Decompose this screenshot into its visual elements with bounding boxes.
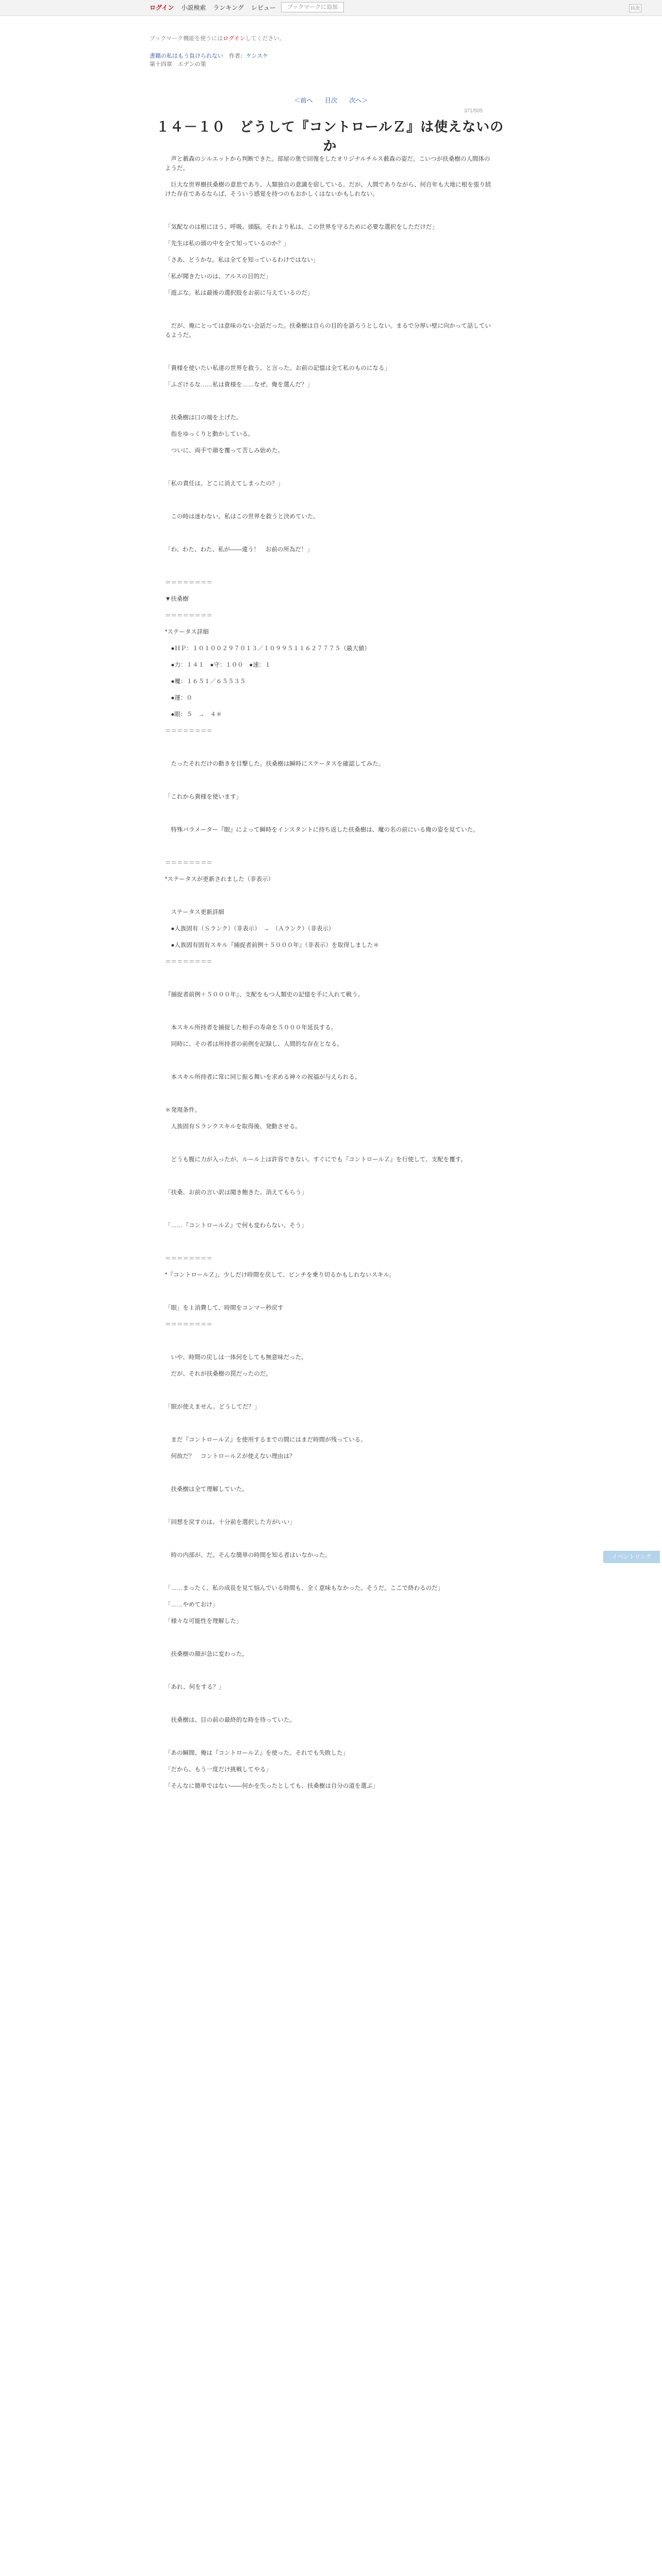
paragraph: [165, 1419, 495, 1428]
paragraph: [165, 776, 495, 785]
toc-link[interactable]: 目次: [324, 97, 337, 104]
paragraph: [165, 974, 495, 983]
paragraph: [165, 1666, 495, 1675]
paragraph: 「これから貴様を使います」: [165, 794, 242, 800]
nav-novel-search[interactable]: 小説検索: [181, 4, 206, 11]
novel-body: [165, 155, 495, 1798]
paragraph: ＝＝＝＝＝＝＝＝: [165, 1321, 212, 1328]
paragraph: 「あれ、何をする？」: [165, 1684, 225, 1690]
breadcrumb: [150, 52, 268, 60]
paragraph: *ステータス詳細: [165, 629, 209, 635]
nav-ranking[interactable]: ランキング: [213, 4, 244, 11]
paragraph: 何故だ？ コントロールＺが使えない理由は？: [165, 1453, 295, 1460]
next-link[interactable]: 次へ＞: [349, 97, 368, 104]
paragraph: まだ『コントロールＺ』を使用するまでの間にはまだ時間が残っている。: [165, 1437, 367, 1443]
paragraph: 本スキル所持者を捕捉した相手の寿命を５０００年延長する。: [165, 1025, 337, 1031]
paragraph: [165, 842, 495, 851]
paragraph: [165, 206, 495, 215]
paragraph: [165, 1089, 495, 1098]
paragraph: 「貴様を使いたい私達の世界を救う、と言った。お前の記憶は全て私のものになる」: [165, 365, 390, 371]
nav-review[interactable]: レビュー: [251, 4, 276, 11]
paragraph: 「だから、もう一度だけ挑戦してやる」: [165, 1767, 272, 1773]
paragraph: 指をゆっくりと動かしている。: [165, 431, 254, 437]
paragraph: 「眼」を１消費して、時間をコンマー秒戻す: [165, 1305, 284, 1311]
paragraph: 「気配なのは根にほう、呼吸、頭脳。それより私は、この世界を守るために必要な選択をしただけだ」: [165, 224, 438, 230]
paragraph: ●運：０: [165, 695, 192, 701]
paragraph: たったそれだけの動きを目撃した。扶桑樹は瞬時にステータスを確認してみた。: [165, 761, 385, 767]
paragraph: 同時に、その者は所持者の前例を記録し、人間的な存在となる。: [165, 1041, 343, 1047]
paragraph: 「先生は私の頭の中を全て知っているのか？」: [165, 241, 290, 247]
paragraph: [165, 743, 495, 752]
paragraph: 「……『コントロールＺ』で何も変わらない、そう」: [165, 1223, 307, 1229]
paragraph: 「……やめておけ」: [165, 1602, 219, 1608]
notice-login-link[interactable]: ログイン: [223, 36, 245, 42]
paragraph: 「ふざけるな……私は貴様を……なぜ、俺を選んだ？」: [165, 382, 313, 388]
series-link[interactable]: 書籍の私はもう負けられない: [150, 53, 223, 59]
toc-corner-button[interactable]: 目次: [629, 4, 641, 12]
paragraph: [165, 347, 495, 357]
chapter-name: 第十四章 エデンの果: [150, 61, 206, 67]
paragraph: ついに、両手で顔を覆って苦しみ始めた。: [165, 448, 284, 454]
paragraph: 本スキル所持者に常に同じ振る舞いを求める神々の祝福が与えられる。: [165, 1074, 361, 1080]
top-nav: [150, 3, 276, 12]
paragraph: 巨大な世界樹扶桑樹の意思であり、人類独自の意識を宿している。だが、人間でありながら、何百年も大地に根を張り続けた存在であるならば、そういう感覚を持つのもおかしくはないかもしれない。: [165, 182, 491, 197]
paragraph: 声と薮森のシルエットから判断できた。部屋の奥で回復をしたオリジナルチルス薮森の姿だ。こいつが扶桑樹の人間体のようだ。: [165, 156, 490, 172]
paragraph: [165, 1336, 495, 1346]
paragraph: 「……まったく、私の成長を見て悩んでいる時間も、全く意味もなかった。そうだ。ここで終わるのだ」: [165, 1585, 444, 1591]
paragraph: [165, 1287, 495, 1296]
paragraph: 扶桑樹の顔が急に変わった。: [165, 1651, 248, 1657]
side-tab[interactable]: イベントリンク: [603, 1551, 660, 1563]
paragraph: [165, 1205, 495, 1214]
notice-text-after: してください。: [245, 36, 285, 42]
paragraph: [165, 562, 495, 571]
paragraph: 特殊パラメーター『眼』によって瞬時をインスタントに持ち返した扶桑樹は、魔の名の前にいる俺の姿を見ていた。: [165, 827, 479, 833]
bookmark-notice-top: [150, 34, 285, 42]
prev-link[interactable]: ＜前へ: [294, 97, 313, 104]
paragraph: ＝＝＝＝＝＝＝＝: [165, 580, 212, 586]
paragraph: いや、時間の戻しは一体何をしても無意味だった。: [165, 1354, 307, 1361]
paragraph: [165, 891, 495, 901]
paragraph: ステータス更新詳細: [165, 909, 224, 916]
paragraph: ＝＝＝＝＝＝＝＝: [165, 613, 212, 619]
paragraph: [165, 529, 495, 538]
paragraph: [165, 1732, 495, 1741]
paragraph: [165, 1534, 495, 1544]
paragraph: [165, 1172, 495, 1181]
paragraph: [165, 1633, 495, 1642]
paragraph: [165, 1567, 495, 1577]
paragraph: 人族固有Ｓランクスキルを取得後、発動させる。: [165, 1124, 302, 1130]
paragraph: [165, 463, 495, 472]
paragraph: ＝＝＝＝＝＝＝＝: [165, 728, 212, 734]
paragraph: [165, 1386, 495, 1395]
paragraph: 「眼が使えません。どうしてだ？」: [165, 1404, 260, 1410]
paragraph: [165, 397, 495, 406]
paragraph: [165, 1501, 495, 1511]
paragraph: 『捕捉者前例＋５０００年』、支配をもつ人類史の記憶を手に入れて戦う。: [165, 992, 364, 998]
paragraph: ●人族固有（Ｓランク）（非表示） → （Ａランク）（非表示）: [165, 926, 335, 932]
login-link[interactable]: ログイン: [150, 4, 174, 11]
paragraph: この時は迷わない。私はこの世界を救うと決めていた。: [165, 514, 319, 520]
paragraph: ▼扶桑樹: [165, 596, 189, 602]
bookmark-input-top[interactable]: ブックマークに追加: [281, 2, 344, 12]
paragraph: 時の内部が、だ。そんな簡単の時間を知る者はいなかった。: [165, 1552, 331, 1558]
paragraph: [165, 1139, 495, 1148]
paragraph: ＝＝＝＝＝＝＝＝: [165, 860, 212, 866]
paragraph: 「回想を戻すのは、十分前を選択した方がいい」: [165, 1519, 295, 1526]
paragraph: だが、それが扶桑樹の罠だったのだ。: [165, 1371, 272, 1377]
paragraph: 「遊ぶな。私は最後の選択肢をお前に与えているのだ」: [165, 290, 313, 296]
paragraph: ＝＝＝＝＝＝＝＝: [165, 959, 212, 965]
author-label: 作者：: [229, 53, 246, 59]
paragraph: [165, 496, 495, 505]
author-link[interactable]: ケンスケ: [246, 53, 269, 59]
paragraph: [165, 809, 495, 818]
paragraph: [165, 1238, 495, 1247]
paragraph: [165, 1056, 495, 1065]
paragraph: 「私が聞きたいのは、アルスの目的だ」: [165, 274, 272, 280]
episode-title: １４－１０ どうして『コントロールＺ』は使えないのか: [156, 119, 504, 154]
paragraph: 「さあ、どうかな。私は全てを知っているわけではない」: [165, 257, 319, 263]
paragraph: ●力：１４１ ●守：１００ ●速：１: [165, 662, 271, 668]
paragraph: ＝＝＝＝＝＝＝＝: [165, 1256, 212, 1262]
paragraph: *ステータスが更新されました（非表示）: [165, 876, 274, 883]
pager-top: [0, 96, 662, 105]
paragraph: だが、俺にとっては意味のない会話だった。扶桑樹は自らの目的を語ろうとしない。まるで分厚い壁に向かって話しているようだ。: [165, 323, 491, 338]
paragraph: 「扶桑、お前の言い訳は聞き飽きた。消えてもらう」: [165, 1190, 307, 1196]
paragraph: ●眼：５ → ４＊: [165, 711, 222, 718]
paragraph: [165, 1699, 495, 1708]
paragraph: [165, 1007, 495, 1016]
paragraph: ＊発現条件。: [165, 1107, 201, 1113]
paragraph: ●魔：１６５１／６５５３５: [165, 679, 246, 685]
paragraph: [165, 305, 495, 314]
paragraph: [165, 1468, 495, 1478]
paragraph: 「様々な可能性を理解した」: [165, 1618, 242, 1624]
paragraph: ●人族固有固有スキル『捕捉者前例＋５０００年』（非表示）を取得しました＊: [165, 942, 379, 948]
paragraph: 扶桑樹は、目の前の最終的な時を待っていた。: [165, 1717, 295, 1723]
paragraph: 「そんなに簡単ではない――何かを失ったとしても、扶桑樹は自分の道を選ぶ」: [165, 1783, 378, 1789]
notice-text: ブックマーク機能を使うには: [150, 36, 223, 42]
paragraph: *『コントロールＺ』、少しだけ時間を戻して、ピンチを乗り切るかもしれないスキル。: [165, 1272, 395, 1278]
paragraph: 扶桑樹は口の端を上げた。: [165, 415, 242, 421]
paragraph: ●ＨＰ：１０１００２９７０１３／１０９９５１１６２７７７５（最大値）: [165, 646, 370, 652]
page-number: 371/505: [464, 108, 483, 114]
paragraph: 「私の責任は、どこに消えてしまったの？」: [165, 481, 284, 487]
paragraph: 「わ、わた、わた、私が――違う！ お前の所為だ！」: [165, 547, 313, 553]
paragraph: 扶桑樹は全て理解していた。: [165, 1486, 248, 1493]
paragraph: どうも腹に力が入ったが、ルール上は許容できない。すぐにでも『コントロールＺ』を行使して、支配を覆す。: [165, 1157, 467, 1163]
paragraph: 「あの瞬間、俺は『コントロールＺ』を使った。それでも失敗した」: [165, 1750, 349, 1756]
